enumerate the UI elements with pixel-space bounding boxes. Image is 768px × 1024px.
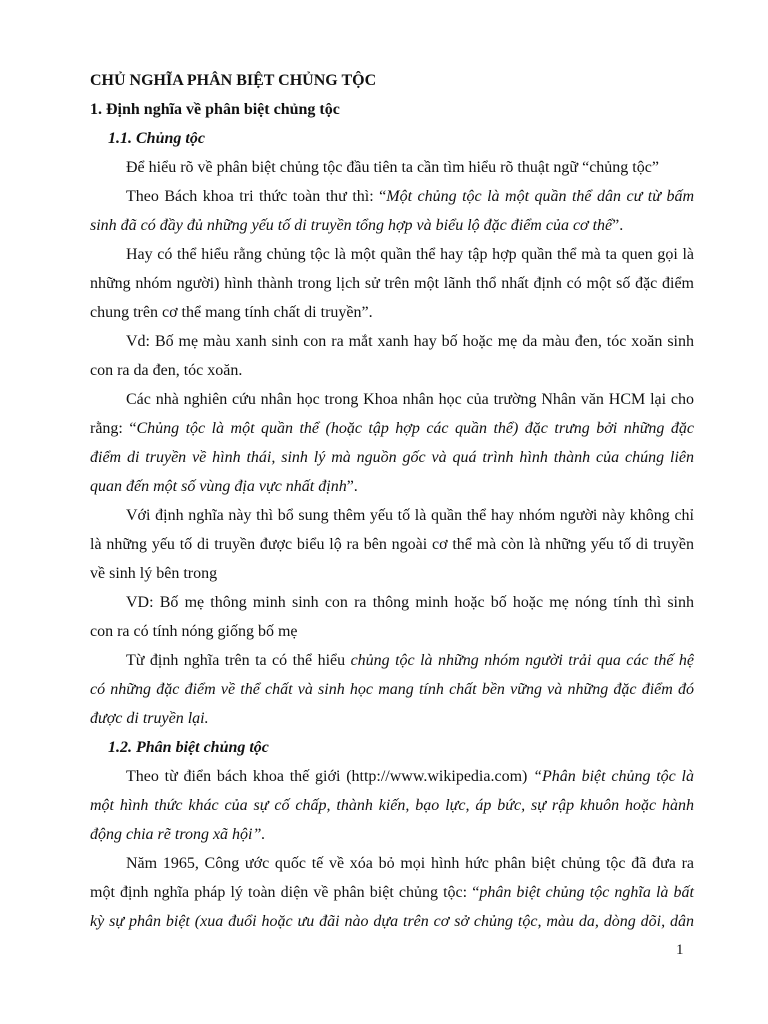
section-heading-1: 1. Định nghĩa về phân biệt chủng tộc: [90, 101, 340, 118]
document-page: [90, 66, 694, 936]
paragraph-3-line-2: những nhóm người) hình thành trong lịch sử trên một lãnh thổ nhất định có một số đặc điểm: [90, 275, 694, 292]
document-title: CHỦ NGHĨA PHÂN BIỆT CHỦNG TỘC: [90, 72, 377, 89]
paragraph-5-line-2: rằng: “Chủng tộc là một quần thể (hoặc tập hợp các quần thể) đặc trưng bởi những đặc: [90, 420, 694, 437]
paragraph-6-line-1: Với định nghĩa này thì bổ sung thêm yếu tố là quần thể hay nhóm người này không chỉ: [126, 507, 694, 524]
paragraph-7-line-2: con ra có tính nóng giống bố mẹ: [90, 623, 298, 640]
paragraph-1: Để hiểu rõ về phân biệt chủng tộc đầu tiên ta cần tìm hiểu rõ thuật ngữ “chủng tộc”: [126, 159, 659, 176]
paragraph-5-line-4: quan đến một số vùng địa vực nhất định”.: [90, 478, 358, 495]
paragraph-4-line-2: con ra da đen, tóc xoăn.: [90, 362, 243, 379]
paragraph-10-line-2: một định nghĩa pháp lý toàn diện về phân biệt chủng tộc: “phân biệt chủng tộc nghĩa là bất: [90, 884, 694, 901]
page-number: 1: [676, 942, 684, 958]
paragraph-8-line-1: Từ định nghĩa trên ta có thể hiểu chủng tộc là những nhóm người trải qua các thế hệ: [126, 652, 694, 669]
paragraph-6-line-2: là những yếu tố di truyền được biểu lộ ra bên ngoài cơ thể mà còn là những yếu tố di truyền: [90, 536, 694, 553]
paragraph-3-line-3: chung trên cơ thể mang tính chất di truyền”.: [90, 304, 373, 321]
paragraph-7-line-1: VD: Bố mẹ thông minh sinh con ra thông minh hoặc bố hoặc mẹ nóng tính thì sinh: [126, 594, 694, 611]
paragraph-2-line-1: Theo Bách khoa tri thức toàn thư thì: “Một chủng tộc là một quần thể dân cư từ bấm: [126, 188, 695, 205]
subsection-heading-1-1: 1.1. Chủng tộc: [108, 130, 205, 147]
paragraph-9-line-1: Theo từ điển bách khoa thế giới (http://www.wikipedia.com) “Phân biệt chủng tộc là: [126, 768, 694, 785]
paragraph-10-line-3: kỳ sự phân biệt (xua đuổi hoặc ưu đãi nào dựa trên cơ sở chủng tộc, màu da, dòng dõi, dân: [90, 913, 694, 930]
paragraph-3-line-1: Hay có thể hiểu rằng chủng tộc là một quần thể hay tập hợp quần thể mà ta quen gọi là: [126, 246, 694, 263]
paragraph-2-line-2: sinh đã có đầy đủ những yếu tố di truyền tổng hợp và biểu lộ đặc điểm của cơ thể”.: [90, 217, 624, 234]
paragraph-5-line-3: điểm di truyền về hình thái, sinh lý mà nguồn gốc và quá trình hình thành của chúng liên: [90, 449, 694, 466]
paragraph-9-line-3: động chia rẽ trong xã hội”.: [90, 826, 266, 843]
subsection-heading-1-2: 1.2. Phân biệt chủng tộc: [108, 739, 269, 756]
paragraph-9-line-2: một hình thức khác của sự cố chấp, thành kiến, bạo lực, áp bức, sự rập khuôn hoặc hành: [90, 797, 694, 814]
paragraph-4-line-1: Vd: Bố mẹ màu xanh sinh con ra mắt xanh hay bố hoặc mẹ da màu đen, tóc xoăn sinh: [126, 333, 694, 350]
paragraph-8-line-2: có những đặc điểm về thể chất và sinh học mang tính chất bền vững và những đặc điểm đó: [90, 681, 694, 698]
paragraph-8-line-3: được di truyền lại.: [90, 710, 209, 727]
paragraph-10-line-1: Năm 1965, Công ước quốc tế về xóa bỏ mọi hình hức phân biệt chủng tộc đã đưa ra: [126, 855, 694, 872]
paragraph-6-line-3: về sinh lý bên trong: [90, 565, 218, 582]
paragraph-5-line-1: Các nhà nghiên cứu nhân học trong Khoa nhân học của trường Nhân văn HCM lại cho: [126, 391, 694, 408]
